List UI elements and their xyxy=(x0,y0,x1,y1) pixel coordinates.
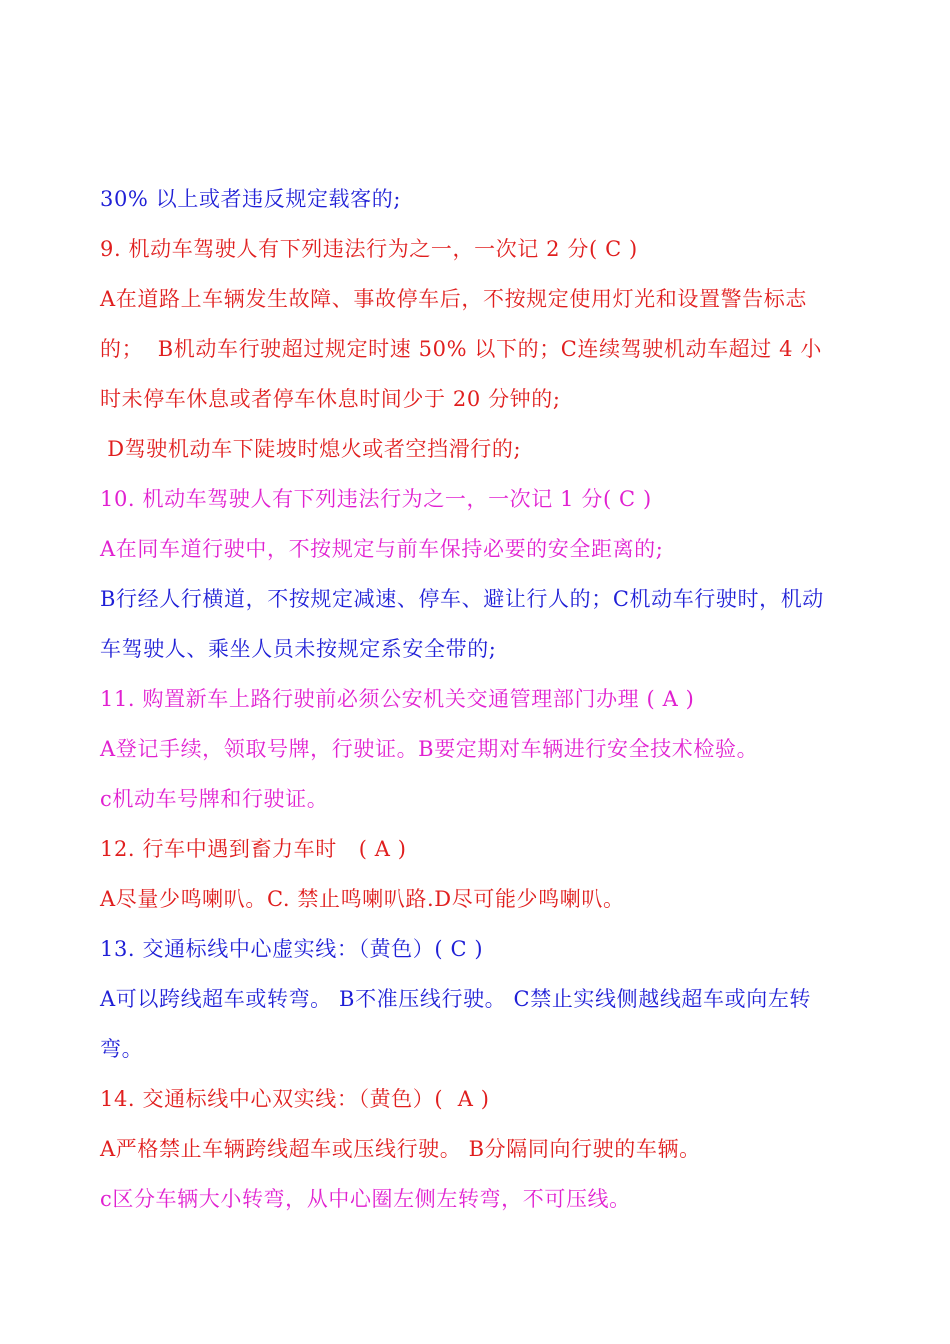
document-page xyxy=(100,179,852,1229)
question-14-title: 14. 交通标线中心双实线：（黄色）( A ) xyxy=(100,1087,490,1111)
question-10-option-bc-line-1: B行经人行横道，不按规定减速、停车、避让行人的；C机动车行驶时，机动 xyxy=(100,587,824,611)
question-9-option-line-1: A在道路上车辆发生故障、事故停车后，不按规定使用灯光和设置警告标志 xyxy=(100,287,807,311)
question-11-title: 11. 购置新车上路行驶前必须公安机关交通管理部门办理 ( A ) xyxy=(100,687,695,711)
question-9-option-line-4: D驾驶机动车下陡坡时熄火或者空挡滑行的; xyxy=(100,437,522,461)
question-10-title: 10. 机动车驾驶人有下列违法行为之一，一次记 1 分( C ) xyxy=(100,487,652,511)
question-12-options: A尽量少鸣喇叭。C. 禁止鸣喇叭路.D尽可能少鸣喇叭。 xyxy=(100,887,625,911)
question-9-title: 9. 机动车驾驶人有下列违法行为之一，一次记 2 分( C ) xyxy=(100,237,638,261)
question-11-option-c: c机动车号牌和行驶证。 xyxy=(100,787,329,811)
question-14-option-ab: A严格禁止车辆跨线超车或压线行驶。 B分隔同向行驶的车辆。 xyxy=(100,1137,701,1161)
question-10-option-a: A在同车道行驶中，不按规定与前车保持必要的安全距离的; xyxy=(100,537,664,561)
question-9-option-line-2: 的； B机动车行驶超过规定时速 50% 以下的；C连续驾驶机动车超过 4 小 xyxy=(100,337,822,361)
question-10-option-bc-line-2: 车驾驶人、乘坐人员未按规定系安全带的; xyxy=(100,637,497,661)
question-12-title: 12. 行车中遇到畜力车时 ( A ) xyxy=(100,837,407,861)
text-line-1: 30% 以上或者违反规定载客的; xyxy=(100,187,402,211)
question-13-options-line-2: 弯。 xyxy=(100,1037,144,1061)
question-13-options-line-1: A可以跨线超车或转弯。 B不准压线行驶。 C禁止实线侧越线超车或向左转 xyxy=(100,987,812,1011)
question-11-option-ab: A登记手续，领取号牌，行驶证。B要定期对车辆进行安全技术检验。 xyxy=(100,737,759,761)
question-13-title: 13. 交通标线中心虚实线：（黄色）( C ) xyxy=(100,937,484,961)
question-9-option-line-3: 时未停车休息或者停车休息时间少于 20 分钟的; xyxy=(100,387,561,411)
question-14-option-c: c区分车辆大小转弯，从中心圈左侧左转弯，不可压线。 xyxy=(100,1187,631,1211)
